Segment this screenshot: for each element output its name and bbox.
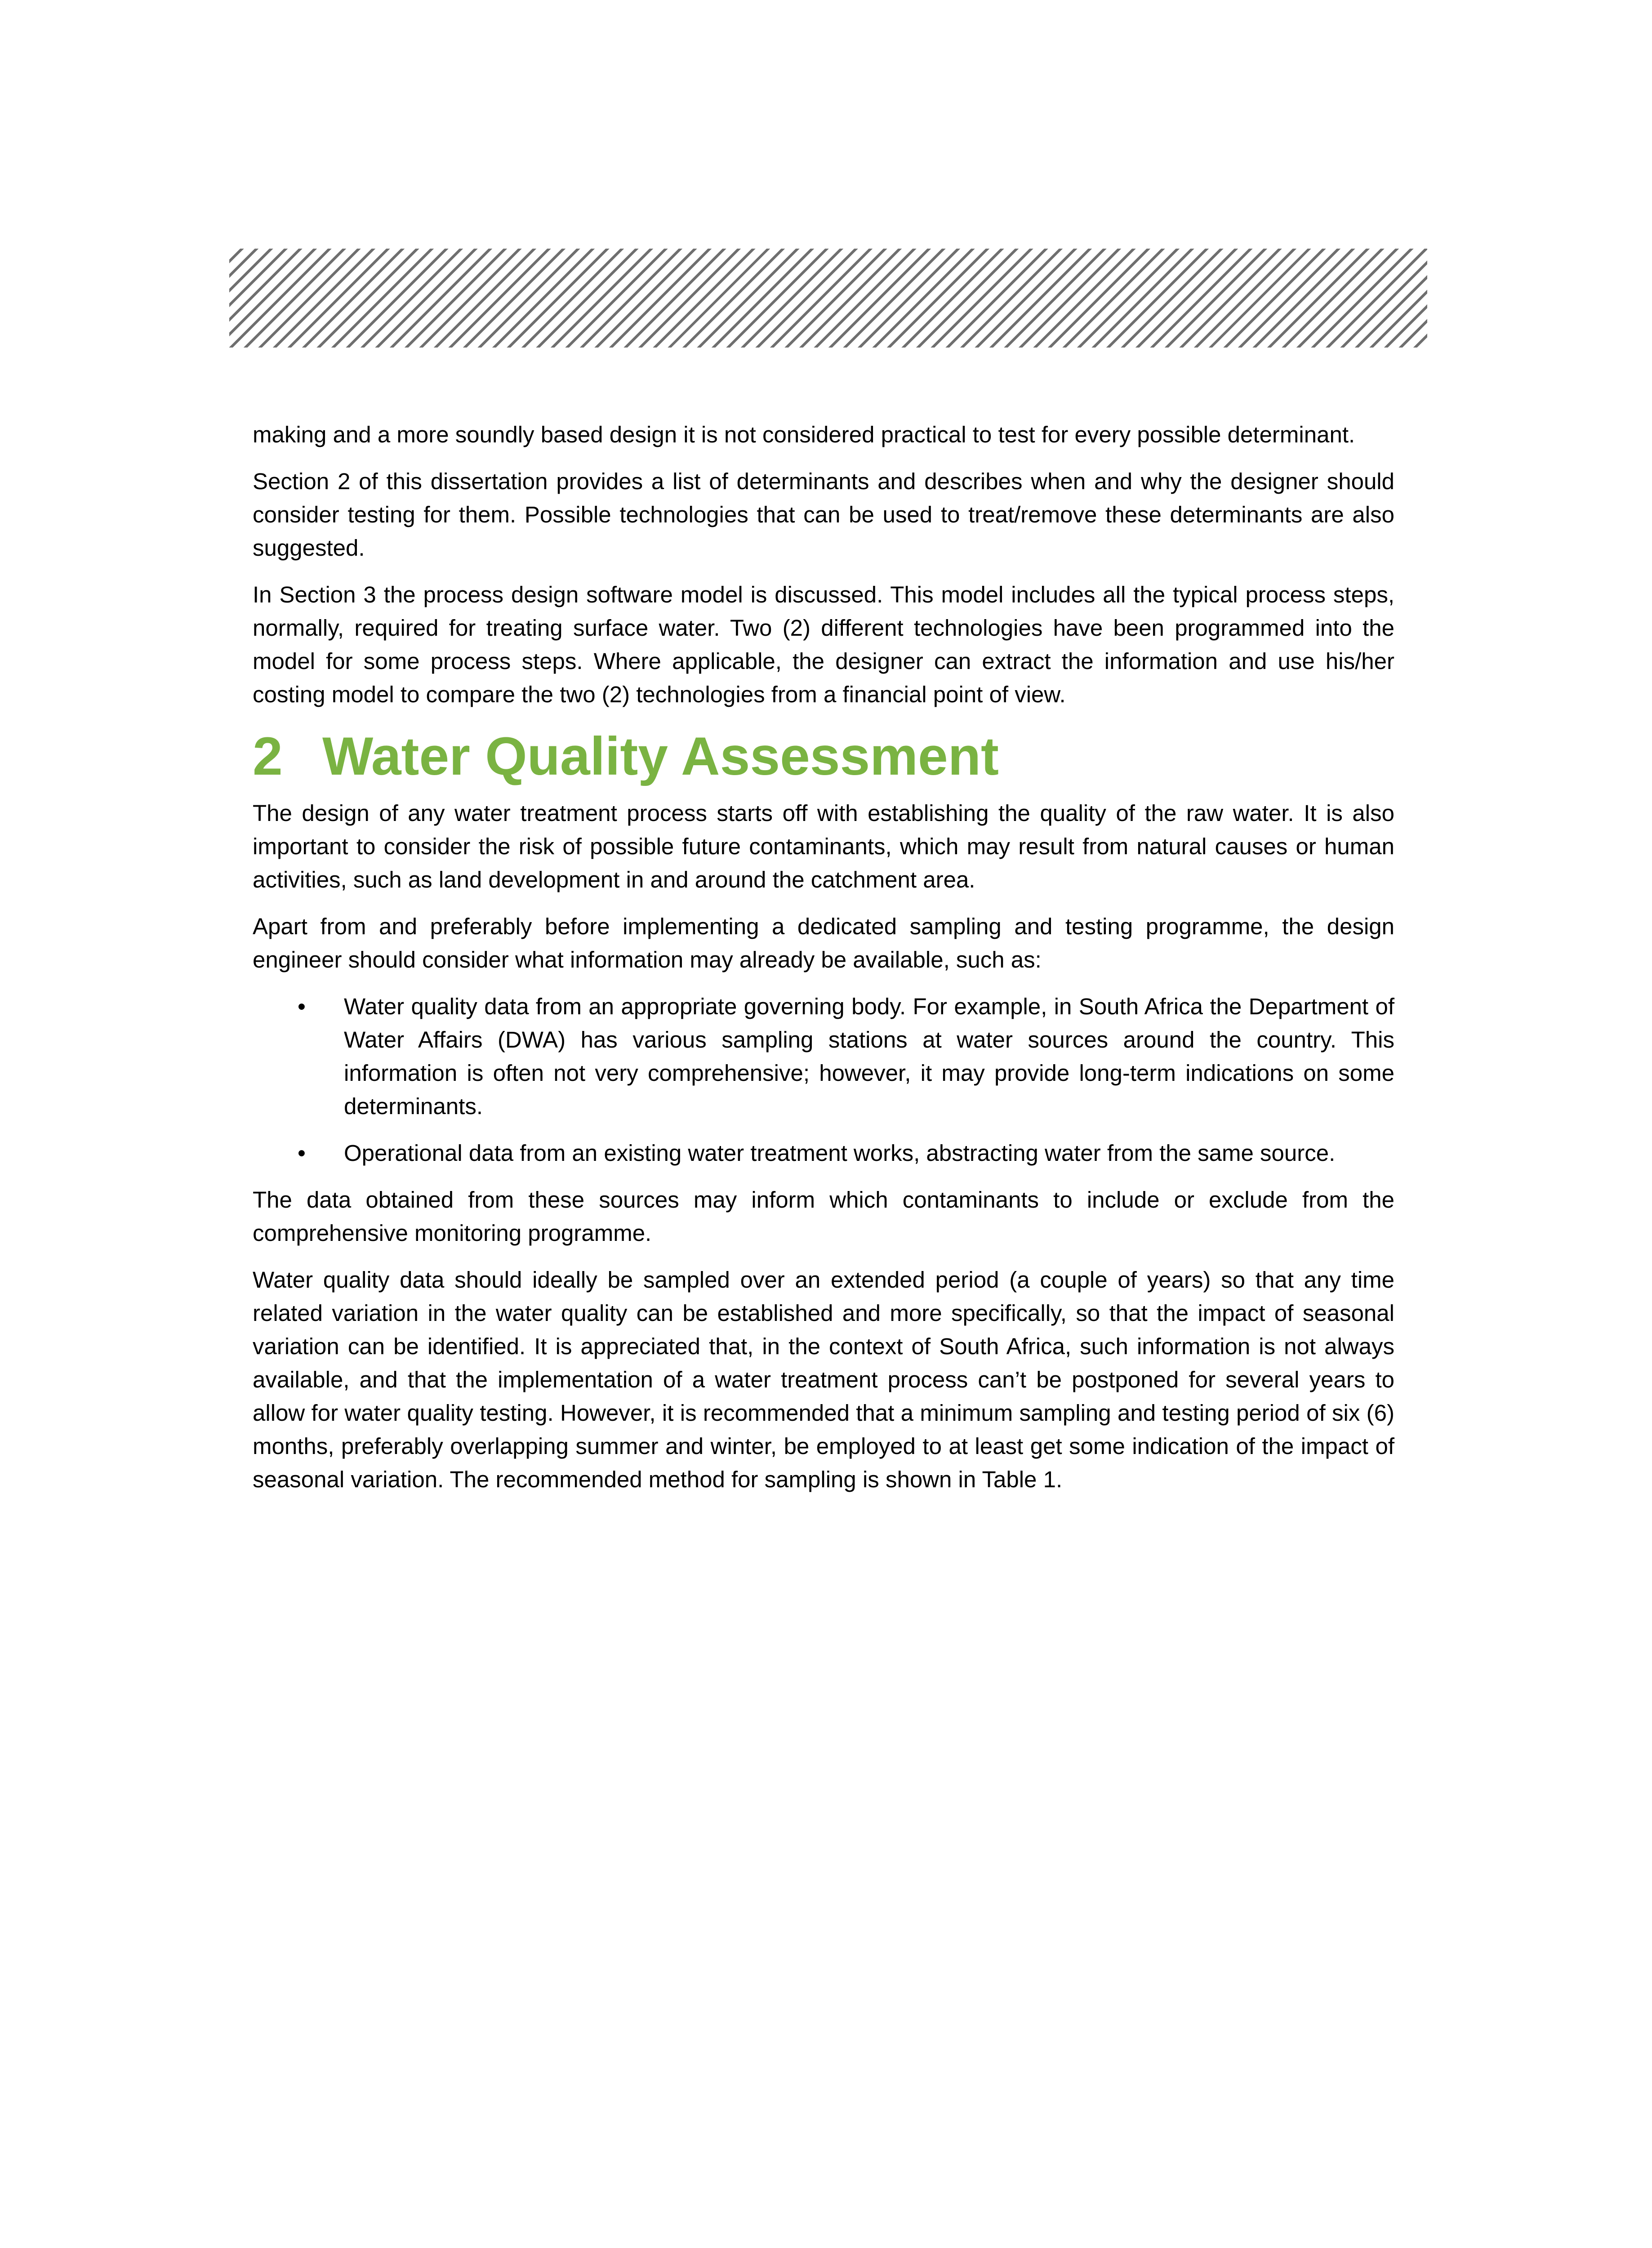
body-paragraph: The design of any water treatment process starts off with establishing the quality of the raw water. It is also important to consider the risk of possible future contaminants, which may result from natural causes or human activities, such as land development in and around the catchment area.: [253, 800, 1394, 892]
header-hatch-band: [229, 249, 1427, 348]
list-item-text: Water quality data from an appropriate governing body. For example, in South Africa the Department of Water Affairs (DWA) has various sampling stations at water sources around the country. This information is often not very comprehensive; however, it may provide long-term indications on some determinants.: [344, 994, 1394, 1119]
body-paragraph: The data obtained from these sources may inform which contaminants to include or exclude from the comprehensive monitoring programme.: [253, 1187, 1394, 1246]
section-heading: [253, 725, 1394, 788]
body-paragraph: In Section 3 the process design software model is discussed. This model includes all the typical process steps, normally, required for treating surface water. Two (2) different technologies have been programmed into the model for some process steps. Where applicable, the designer can extract the information and use his/her costing model to compare the two (2) technologies from a financial point of view.: [253, 582, 1394, 707]
bullet-icon: •: [298, 1140, 306, 1166]
list-item-text: Operational data from an existing water treatment works, abstracting water from the same source.: [344, 1140, 1336, 1166]
list-item: [253, 990, 1394, 1123]
bullet-icon: •: [298, 994, 306, 1019]
section-title: Water Quality Assessment: [322, 726, 999, 786]
section-number: 2: [253, 726, 283, 786]
bullet-list: [253, 990, 1394, 1170]
body-paragraph: Section 2 of this dissertation provides a list of determinants and describes when and why the designer should consider testing for them. Possible technologies that can be used to treat/remove these determinants are also suggested.: [253, 468, 1394, 561]
body-paragraph: Water quality data should ideally be sampled over an extended period (a couple of years) so that any time related variation in the water quality can be established and more specifically, so that the impact of seasonal variation can be identified. It is appreciated that, in the context of South Africa, such information is not always available, and that the implementation of a water treatment process can’t be postponed for several years to allow for water quality testing. However, it is recommended that a minimum sampling and testing period of six (6) months, preferably overlapping summer and winter, be employed to at least get some indication of the impact of seasonal variation. The recommended method for sampling is shown in Table 1.: [253, 1267, 1394, 1492]
page-body: [253, 418, 1394, 1510]
list-item: [253, 1137, 1394, 1170]
body-paragraph: Apart from and preferably before implementing a dedicated sampling and testing programme, the design engineer should consider what information may already be available, such as:: [253, 914, 1394, 972]
body-paragraph: making and a more soundly based design it is not considered practical to test for every possible determinant.: [253, 422, 1355, 447]
